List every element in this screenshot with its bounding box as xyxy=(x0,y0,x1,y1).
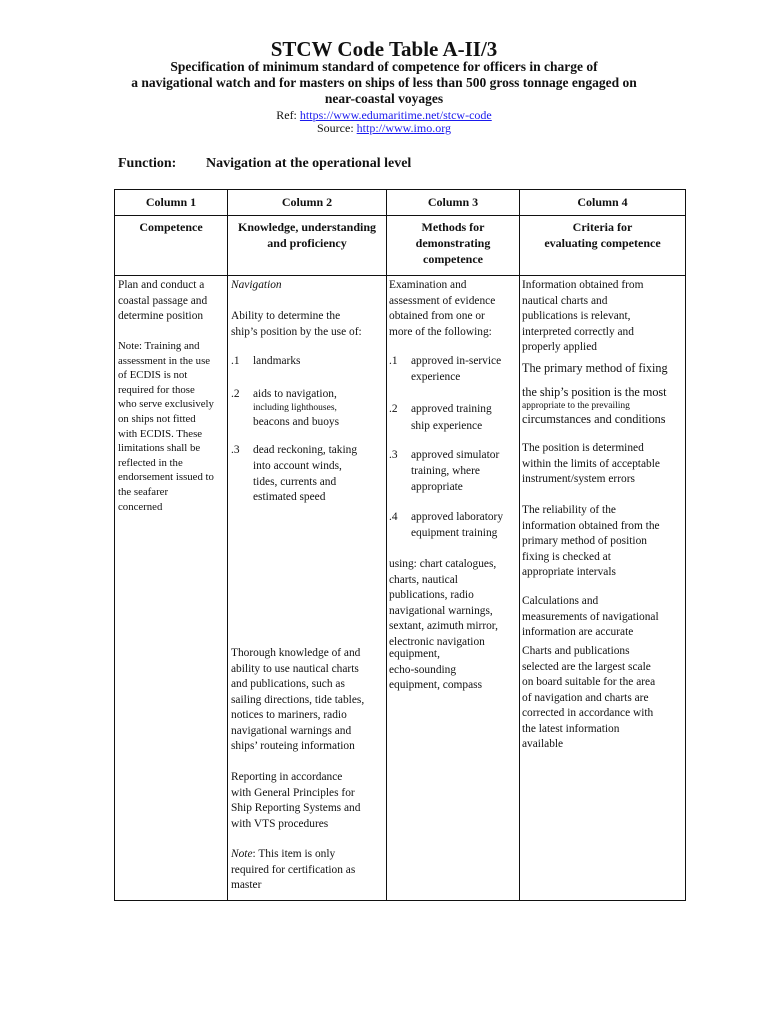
criteria-text: The position is determined within the limits of acceptable instrument/system errors xyxy=(522,442,660,485)
competence-text: Plan and conduct a coastal passage and determine position xyxy=(118,279,208,322)
criteria-cell xyxy=(520,276,686,901)
list-item-line: experience xyxy=(411,371,461,383)
subtitle-line: Specification of minimum standard of competence for officers in charge of xyxy=(170,59,598,74)
list-item-small: including lighthouses, xyxy=(253,403,337,413)
ecdis-note: Note: Training and assessment in the use of ECDIS is not required for those who serve exclusively on ships not fitted with ECDIS. These limitations shall be reflected in the endorsement issued to the seafarer concerned xyxy=(118,340,214,513)
column-header xyxy=(228,216,387,276)
position-intro: Ability to determine the ship’s position by the use of: xyxy=(231,310,362,338)
competence-table xyxy=(114,189,686,901)
document-subtitle xyxy=(110,59,658,107)
criteria-text: The reliability of the information obtained from the primary method of position fixing is checked at appropriate intervals xyxy=(522,504,660,578)
subtitle-line: near-coastal voyages xyxy=(324,91,444,106)
navigation-heading: Navigation xyxy=(231,279,282,291)
criteria-text: Calculations and measurements of navigational information are accurate xyxy=(522,595,659,638)
criteria-small: appropriate to the prevailing xyxy=(522,401,630,411)
charts-knowledge: Thorough knowledge of and ability to use nautical charts and publications, such as sailing directions, tide tables, notices to mariners, radio navigational warnings and ships’ routeing information xyxy=(231,647,365,752)
equipment-list: equipment, echo-sounding equipment, compass xyxy=(389,648,483,691)
list-item-lines: training, where appropriate xyxy=(411,465,480,493)
references xyxy=(0,109,768,135)
column-number: Column 3 xyxy=(387,190,520,216)
header-line: demonstrating xyxy=(415,236,491,250)
header-line: Methods for xyxy=(421,220,485,234)
criteria-text: Information obtained from nautical charts and publications is relevant, interpreted correctly and properly applied xyxy=(522,279,644,353)
criteria-text: circumstances and conditions xyxy=(522,412,666,426)
column-header xyxy=(115,216,228,276)
using-equipment: using: chart catalogues, charts, nautical publications, radio navigational warnings, sextant, azimuth mirror, electronic navigation xyxy=(389,558,498,648)
header-line: competence xyxy=(423,252,483,266)
function-line xyxy=(118,156,412,172)
subtitle-line: a navigational watch and for masters on ships of less than 500 gross tonnage engaged on xyxy=(131,75,637,90)
header-line: Competence xyxy=(139,220,203,234)
header-line: evaluating competence xyxy=(544,236,661,250)
methods-cell: Examination and assessment of evidence obtained from one or more of the following: .1 approved in-service experience .2 approved training ship experience .3 approved simulator training, where appropriate .4 approved laboratory equipment training using: chart catalogues, charts, nautical publications, radio navigational warnings, sextant, azimuth mirror, electronic navigation equipment, echo-sounding equipment, compass xyxy=(387,276,520,901)
header-line: Knowledge, understanding xyxy=(237,220,377,234)
column-number-row xyxy=(115,190,686,216)
criteria-text: The primary method of fixing xyxy=(522,361,668,375)
column-header xyxy=(387,216,520,276)
source-label: Source: xyxy=(317,121,354,135)
ref-label: Ref: xyxy=(276,108,297,122)
table-row xyxy=(115,276,686,901)
column-number: Column 2 xyxy=(228,190,387,216)
column-number: Column 1 xyxy=(115,190,228,216)
competence-cell xyxy=(115,276,228,901)
column-header xyxy=(520,216,686,276)
column-header-row xyxy=(115,216,686,276)
knowledge-cell: Navigation Ability to determine the ship’s position by the use of: .1 landmarks .2 aids to navigation, including lighthouses, beacons and buoys .3 dead reckoning, taking into account winds, tides, currents and estimated speed Thorough knowledge of and ability to use nautical charts and publications, such as sailing directions, tide tables, notices to mariners, radio navigational warnings and ships’ routeing information Reporting in accordance with General Principles for Ship Reporting Systems and with VTS procedures Note: This item is only required for certification as master xyxy=(228,276,387,901)
list-item-line: beacons and buoys xyxy=(253,416,340,428)
document-title: STCW Code Table A-II/3 xyxy=(270,37,498,61)
source-line xyxy=(0,122,768,135)
list-item-lines: into account winds, tides, currents and estimated speed xyxy=(253,460,342,503)
source-link[interactable]: http://www.imo.org xyxy=(356,121,451,135)
methods-intro: Examination and assessment of evidence obtained from one or more of the following: xyxy=(389,279,496,338)
ref-link[interactable]: https://www.edumaritime.net/stcw-code xyxy=(299,108,492,122)
master-note: Note: This item is only required for certification as master xyxy=(231,848,356,891)
list-item-line: ship experience xyxy=(411,420,483,432)
function-label: Function: xyxy=(118,156,177,171)
criteria-text: Charts and publications selected are the largest scale on board suitable for the area of navigation and charts are corrected in accordance with the latest information available xyxy=(522,645,656,750)
criteria-text: the ship’s position is the most xyxy=(522,385,667,399)
header-line: and proficiency xyxy=(267,236,347,250)
header-line: Criteria for xyxy=(572,220,633,234)
function-value: Navigation at the operational level xyxy=(206,156,412,171)
list-item-line: equipment training xyxy=(411,527,498,539)
reporting-knowledge: Reporting in accordance with General Principles for Ship Reporting Systems and with VTS procedures xyxy=(231,771,361,830)
column-number: Column 4 xyxy=(520,190,686,216)
